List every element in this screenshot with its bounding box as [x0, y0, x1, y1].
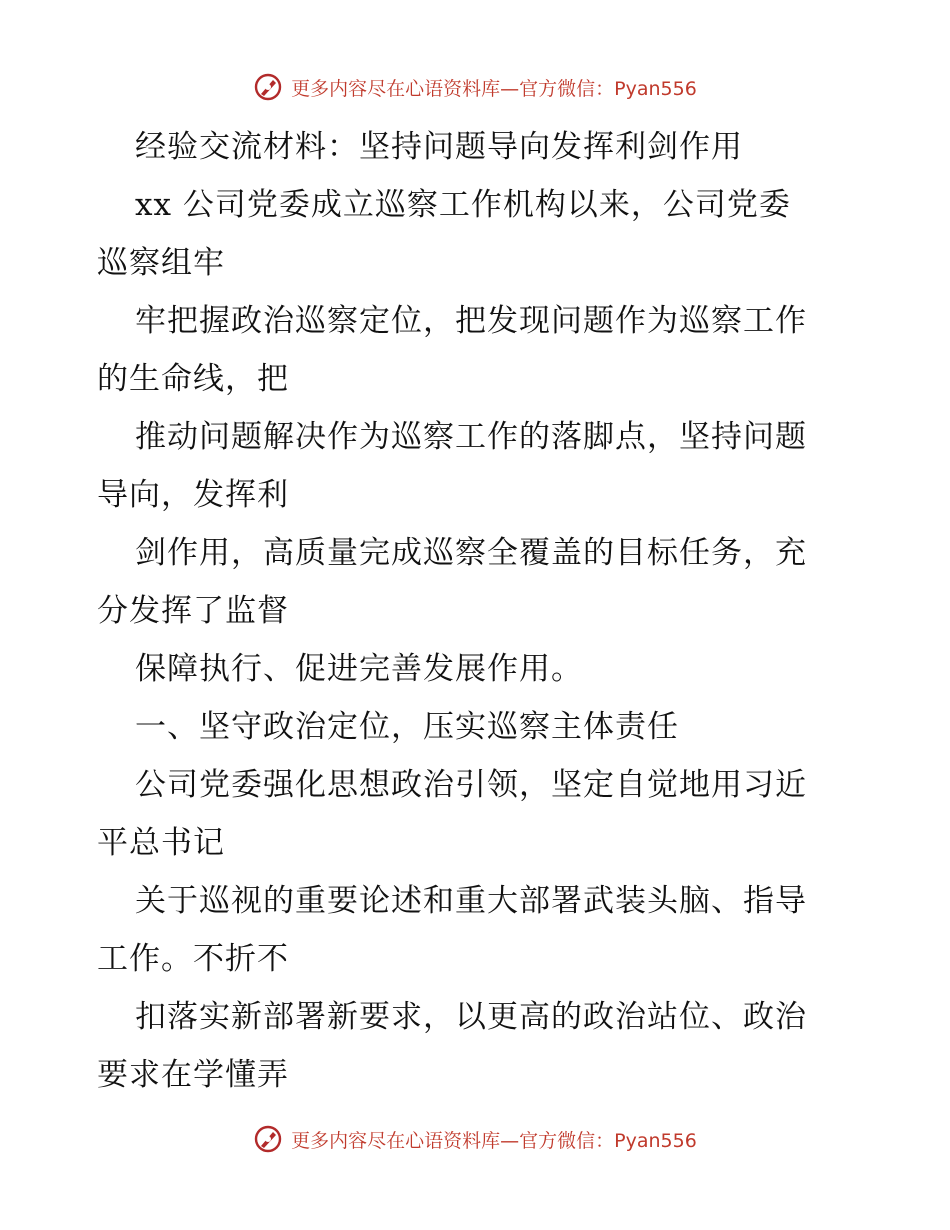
paragraph-line: 巡察组牢: [97, 245, 225, 281]
paragraph-line: 保障执行、促进完善发展作用。: [135, 651, 583, 687]
paragraph-line: 公司党委强化思想政治引领，坚定自觉地用习近: [135, 767, 807, 803]
paragraph-line: xx 公司党委成立巡察工作机构以来，公司党委: [135, 187, 791, 223]
paragraph-line: 关于巡视的重要论述和重大部署武装头脑、指导: [135, 883, 807, 919]
paragraph-line: 牢把握政治巡察定位，把发现问题作为巡察工作: [135, 303, 807, 339]
paragraph-line: 剑作用，高质量完成巡察全覆盖的目标任务，充: [135, 535, 807, 571]
paragraph-line: 导向，发挥利: [97, 477, 289, 513]
watermark-text: 更多内容尽在心语资料库—官方微信：Pyan556: [291, 1129, 697, 1152]
header-watermark: [0, 72, 950, 102]
paragraph-line: 分发挥了监督: [97, 593, 289, 629]
paragraph-line: 平总书记: [97, 825, 225, 861]
paragraph-line: 扣落实新部署新要求，以更高的政治站位、政治: [135, 999, 807, 1035]
paragraph-line: 要求在学懂弄: [97, 1057, 289, 1093]
footer-watermark: [0, 1124, 950, 1154]
watermark-text: 更多内容尽在心语资料库—官方微信：Pyan556: [291, 77, 697, 100]
quill-circle-icon: [253, 1124, 283, 1154]
paragraph-line: 的生命线，把: [97, 361, 289, 397]
document-body: [97, 118, 857, 1104]
paragraph-line: 推动问题解决作为巡察工作的落脚点，坚持问题: [135, 419, 807, 455]
document-title: 经验交流材料：坚持问题导向发挥利剑作用: [135, 129, 743, 165]
paragraph-line: 工作。不折不: [97, 941, 289, 977]
section-heading: 一、坚守政治定位，压实巡察主体责任: [135, 709, 679, 745]
quill-circle-icon: [253, 72, 283, 102]
